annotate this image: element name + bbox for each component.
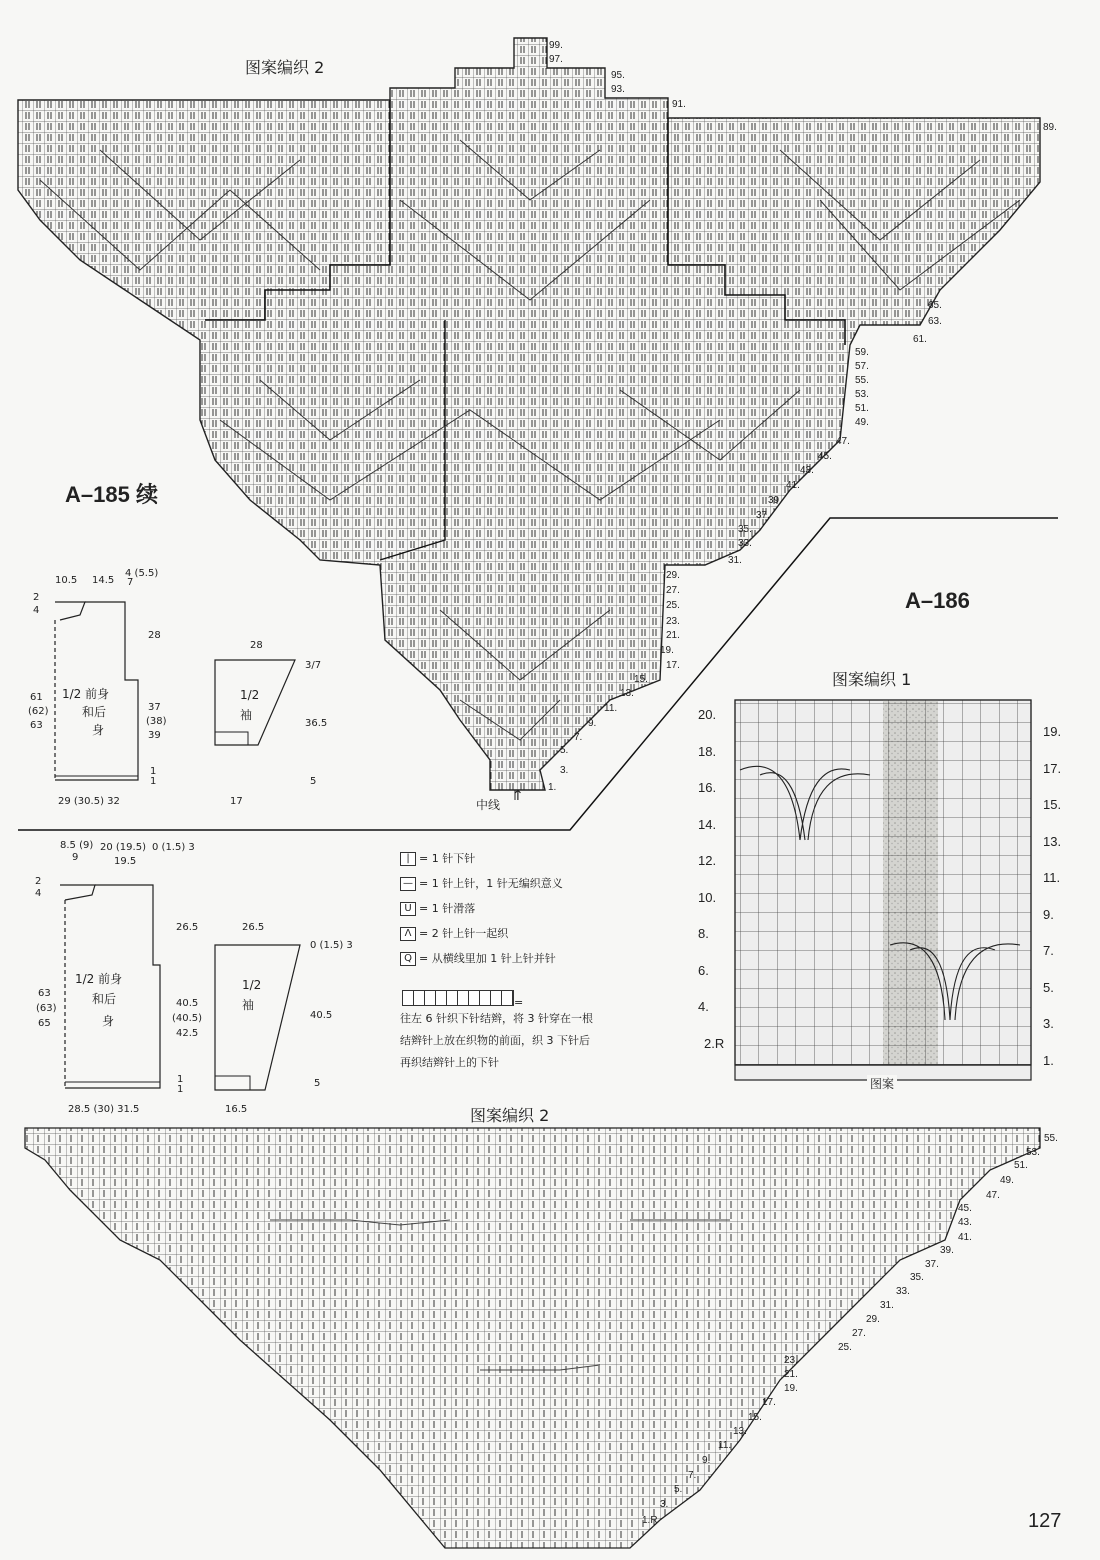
chart2-row-label: 45. <box>818 451 832 462</box>
a186-bottom-width: 28.5 (30) 31.5 <box>68 1104 140 1115</box>
bottom-chart-row-label: 43. <box>958 1217 972 1228</box>
chart2-row-label: 49. <box>855 417 869 428</box>
page-number: 127 <box>1028 1510 1062 1532</box>
a185-top-dim-4: 7 <box>127 577 134 588</box>
a186-top-dim-4: 0 (1.5) 3 <box>152 842 195 853</box>
chart2-row-label: 97. <box>549 54 563 65</box>
chart2-row-label: 41. <box>786 480 800 491</box>
a185-left-top: 2 <box>33 592 40 603</box>
a186-sleeve-cuff: 5 <box>314 1078 321 1089</box>
chart1-row-label: 5. <box>1043 979 1054 995</box>
a185-left-h-3: 63 <box>30 720 43 731</box>
chart1-grid <box>735 700 1031 1080</box>
a185-body-label-3: 身 <box>92 723 105 737</box>
a186-body-label-3: 身 <box>102 1014 115 1028</box>
chart2-row-label: 57. <box>855 361 869 372</box>
chart2-row-label: 13. <box>620 688 634 699</box>
chart2-row-label: 47. <box>836 436 850 447</box>
bottom-chart-title: 图案编织 2 <box>470 1106 550 1125</box>
a186-top-dim-1: 8.5 (9) <box>60 840 94 851</box>
bottom-chart-row-label: 37. <box>925 1259 939 1270</box>
a185-right-h-3: 39 <box>148 730 161 741</box>
chart2-row-label: 95. <box>611 70 625 81</box>
chart2-row-label: 61. <box>913 334 927 345</box>
stitch-symbol-icon: — <box>400 877 416 891</box>
a185-left-h-2: (62) <box>28 706 49 717</box>
chart1-row-label: 14. <box>698 816 717 832</box>
bottom-chart-row-label: 33. <box>896 1286 910 1297</box>
stitch-symbol-icon: Q <box>400 952 416 966</box>
a186-right-26: 26.5 <box>176 922 199 933</box>
chart2-row-label: 65. <box>928 300 942 311</box>
a185-right-28: 28 <box>148 630 161 641</box>
chart1-bottom-label: 图案 <box>867 1075 897 1092</box>
a186-left-h-3: 65 <box>38 1018 51 1029</box>
a185-left-h-1: 61 <box>30 692 43 703</box>
a186-hem: 1 <box>177 1074 184 1085</box>
chart2-row-label: 89. <box>1043 122 1057 133</box>
chart2-row-label: 59. <box>855 347 869 358</box>
a186-top-dim-2: 9 <box>72 852 79 863</box>
bottom-chart-row-label: 1.R <box>642 1515 658 1526</box>
bottom-chart-row-label: 47. <box>986 1190 1000 1201</box>
bottom-chart-row-label: 19. <box>784 1383 798 1394</box>
chart2-row-label: 7. <box>574 732 583 743</box>
chart2-row-label: 63. <box>928 316 942 327</box>
chart2-row-label: 15. <box>634 674 648 685</box>
chart1-row-label: 6. <box>698 962 709 978</box>
a186-body-label-2: 和后 <box>92 992 117 1006</box>
a185-body-label-2: 和后 <box>82 705 107 719</box>
bottom-chart-row-label: 3. <box>660 1499 669 1510</box>
chart2-row-label: 5. <box>560 745 569 756</box>
center-line-label: 中线 <box>476 798 501 812</box>
chart2-row-label: 11. <box>604 703 618 714</box>
a186-right-h-2: (40.5) <box>172 1013 203 1024</box>
chart2-row-label: 55. <box>855 375 869 386</box>
chart1-row-label: 9. <box>1043 906 1054 922</box>
bottom-chart-row-label: 55. <box>1044 1133 1058 1144</box>
a185-sleeve-top: 28 <box>250 640 263 651</box>
chart2-row-label: 37. <box>756 510 770 521</box>
chart1-row-label: 19. <box>1043 724 1062 739</box>
chart1-row-label: 15. <box>1043 797 1062 812</box>
bottom-chart-row-label: 31. <box>880 1300 894 1311</box>
bottom-chart-row-label: 15. <box>748 1412 762 1423</box>
chart2-title: 图案编织 2 <box>245 58 325 77</box>
chart1-row-label: 13. <box>1043 833 1062 849</box>
a185-sleeve-bottom: 17 <box>230 796 243 807</box>
a185-right-h-2: (38) <box>146 716 167 727</box>
chart2-row-label: 31. <box>728 555 742 566</box>
a185-top-dim-2: 14.5 <box>92 575 115 586</box>
a185-top-dim-1: 10.5 <box>55 575 78 586</box>
legend-item <box>400 875 563 891</box>
chart2-row-label: 51. <box>855 403 869 414</box>
chart2-row-label: 29. <box>666 570 680 581</box>
a186-left-h-2: (63) <box>36 1003 57 1014</box>
chart1-row-label: 16. <box>698 780 717 795</box>
a186-sleeve-bottom: 16.5 <box>225 1104 248 1115</box>
chart2-row-label: 43. <box>800 465 814 476</box>
stitch-symbol-icon: U <box>400 902 416 916</box>
a185-hem: 1 <box>150 766 157 777</box>
legend-text: = 2 针上针一起织 <box>419 927 509 940</box>
bottom-chart-row-label: 41. <box>958 1232 972 1243</box>
legend-item <box>400 925 508 941</box>
bottom-chart-row-label: 49. <box>1000 1175 1014 1186</box>
chart2-row-label: 39. <box>768 495 782 506</box>
a186-top-dim-5: 19.5 <box>114 856 137 867</box>
bottom-chart-row-label: 29. <box>866 1314 880 1325</box>
a186-sleeve-label-1: 1/2 <box>242 978 262 992</box>
bottom-chart-row-label: 53. <box>1026 1147 1040 1158</box>
chart2-row-label: 21. <box>666 630 680 641</box>
bottom-chart-row-label: 23. <box>784 1355 798 1366</box>
chart2-row-label: 91. <box>672 99 686 110</box>
chart1-row-label: 11. <box>1043 870 1061 885</box>
a185-hem-2: 1 <box>150 776 157 787</box>
chart1-row-label: 18. <box>698 743 717 759</box>
bottom-chart-row-label: 35. <box>910 1272 924 1283</box>
a185-left-top-2: 4 <box>33 605 40 616</box>
bottom-chart-row-label: 7. <box>688 1470 697 1481</box>
a186-sleeve-height: 40.5 <box>310 1010 333 1021</box>
chart2-row-label: 53. <box>855 389 869 400</box>
chart2-row-label: 33. <box>738 538 752 549</box>
a185-right-h-1: 37 <box>148 702 161 713</box>
chart1-row-label: 20. <box>698 707 717 722</box>
legend-text: = 1 针滑落 <box>419 902 476 915</box>
chart2-row-label: 93. <box>611 84 625 95</box>
chart2-row-label: 35. <box>738 524 752 535</box>
a185-bottom-width: 29 (30.5) 32 <box>58 796 120 807</box>
bottom-chart-row-label: 13. <box>733 1426 747 1437</box>
chart1-row-label: 4. <box>698 999 709 1014</box>
a186-left-top: 2 <box>35 876 42 887</box>
chart2-row-label: 27. <box>666 585 680 596</box>
chart1-row-label: 1. <box>1043 1052 1054 1068</box>
chart2-row-label: 17. <box>666 660 680 671</box>
cable-note-1: 往左 6 针织下针结辫，将 3 针穿在一根 <box>400 1012 593 1025</box>
a185-sleeve-right-top: 3/7 <box>305 660 322 671</box>
a185-top-dim-3: 4 (5.5) <box>125 568 159 579</box>
bottom-chart-row-label: 11. <box>718 1440 732 1451</box>
legend-item <box>400 900 475 916</box>
a185-sleeve-height: 36.5 <box>305 718 328 729</box>
chart1-row-label: 10. <box>698 889 717 905</box>
a186-right-h-1: 40.5 <box>176 998 199 1009</box>
chart1-row-label: 2.R <box>704 1035 725 1051</box>
legend-text: = 从横线里加 1 针上针并针 <box>419 952 556 965</box>
bottom-chart-row-label: 45. <box>958 1203 972 1214</box>
a186-left-top-2: 4 <box>35 888 42 899</box>
chart2-row-label: 19. <box>660 645 674 656</box>
a186-right-h-3: 42.5 <box>176 1028 199 1039</box>
chart1-title: 图案编织 1 <box>832 670 912 689</box>
bottom-chart-row-label: 39. <box>940 1245 954 1256</box>
legend-item <box>400 950 556 966</box>
a186-sleeve-outline <box>215 945 300 1090</box>
chart2-row-label: 99. <box>549 40 563 51</box>
legend-item <box>400 850 475 866</box>
bottom-chart-row-label: 5. <box>674 1484 683 1495</box>
chart1-row-label: 17. <box>1043 760 1062 776</box>
a186-top-dim-3: 20 (19.5) <box>100 842 146 853</box>
a186-left-h-1: 63 <box>38 988 51 999</box>
bottom-chart-row-label: 27. <box>852 1328 866 1339</box>
chart2-row-label: 1. <box>548 782 557 793</box>
chart1-row-label: 8. <box>698 926 709 941</box>
stitch-symbol-icon: Λ <box>400 927 416 941</box>
a185-body-label-1: 1/2 前身 <box>62 687 110 701</box>
center-line-arrow-icon: ↑ <box>512 788 524 804</box>
bottom-chart-row-label: 51. <box>1014 1160 1028 1171</box>
chart2-bottom-grid <box>25 1128 1040 1548</box>
chart2-row-label: 23. <box>666 616 680 627</box>
chart2-row-label: 9. <box>588 718 597 729</box>
a186-sleeve-label-2: 袖 <box>242 998 255 1012</box>
pattern-id-a185: A–185 续 <box>65 482 158 507</box>
legend-text: = 1 针上针，1 针无编织意义 <box>419 877 563 890</box>
stitch-symbol-icon: | <box>400 852 416 866</box>
a186-body-label-1: 1/2 前身 <box>75 972 123 986</box>
a185-sleeve-cuff: 5 <box>310 776 317 787</box>
bottom-chart-row-label: 21. <box>784 1369 798 1380</box>
chart2-row-label: 25. <box>666 600 680 611</box>
a186-sleeve-right-top: 0 (1.5) 3 <box>310 940 353 951</box>
a186-hem-2: 1 <box>177 1084 184 1095</box>
chart1-row-label: 7. <box>1043 943 1054 958</box>
bottom-chart-row-label: 17. <box>762 1397 776 1408</box>
bottom-chart-row-label: 9. <box>702 1455 711 1466</box>
cable-note-2: 结辫针上放在织物的前面，织 3 下针后 <box>400 1034 590 1047</box>
bottom-chart-row-label: 25. <box>838 1342 852 1353</box>
a185-sleeve-label-2: 袖 <box>240 708 253 722</box>
chart1-row-label: 3. <box>1043 1016 1054 1031</box>
pattern-id-a186: A–186 <box>905 588 970 613</box>
chart2-row-label: 3. <box>560 765 569 776</box>
cable-note-3: 再织结辫针上的下针 <box>400 1056 499 1069</box>
a185-sleeve-label-1: 1/2 <box>240 688 260 702</box>
cable-symbol-icon: = <box>402 990 523 1009</box>
legend-text: = 1 针下针 <box>419 852 476 865</box>
a186-sleeve-top: 26.5 <box>242 922 265 933</box>
chart1-row-label: 12. <box>698 853 717 868</box>
